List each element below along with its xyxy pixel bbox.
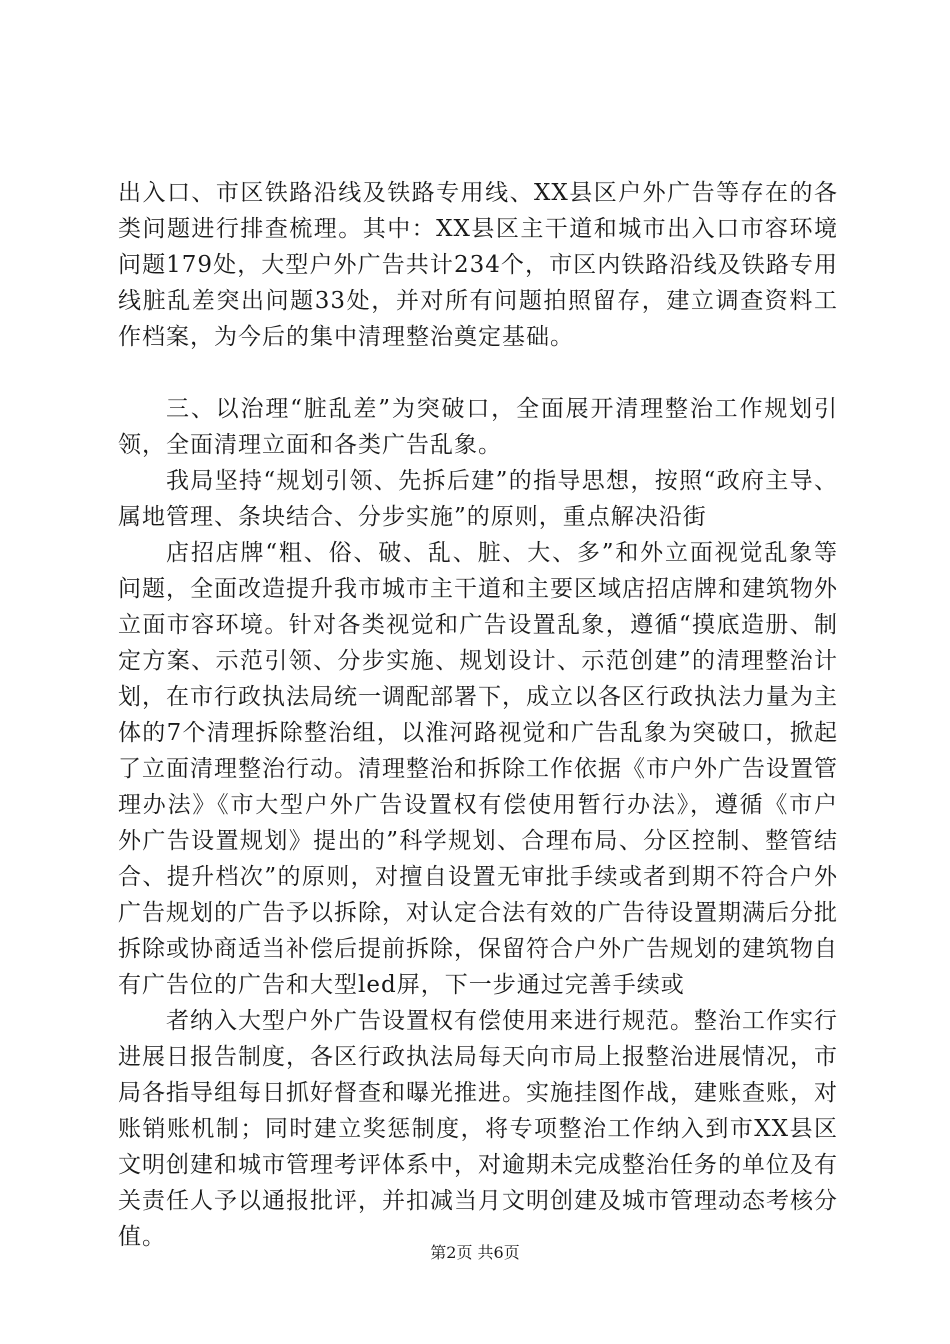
section-heading-three: 三、以治理“脏乱差”为突破口，全面展开清理整治工作规划引领，全面清理立面和各类广告乱象。 xyxy=(118,396,838,458)
document-body xyxy=(118,175,838,1255)
paragraph-storefront-signs: 店招店牌“粗、俗、破、乱、脏、大、多”和外立面视觉乱象等问题，全面改造提升我市城市主干道和主要区域店招店牌和建筑物外立面市容环境。针对各类视觉和广告设置乱象，遵循“摸底造册、制定方案、示范引领、分步实施、规划设计、示范创建”的清理整治计划，在市行政执法局统一调配部署下，成立以各区行政执法力量为主体的7个清理拆除整治组，以淮河路视觉和广告乱象为突破口，掀起了立面清理整治行动。清理整治和拆除工作依据《市户外广告设置管理办法》《市大型户外广告设置权有偿使用暂行办法》，遵循《市户外广告设置规划》提出的”科学规划、合理布局、分区控制、整管结合、提升档次”的原则，对擅自设置无审批手续或者到期不符合户外广告规划的广告予以拆除，对认定合法有效的广告待设置期满后分批拆除或协商适当补偿后提前拆除，保留符合户外广告规划的建筑物自有广告位的广告和大型led屏，下一步通过完善手续或 xyxy=(118,540,838,998)
paragraph-continuation: 出入口、市区铁路沿线及铁路专用线、XX县区户外广告等存在的各类问题进行排查梳理。其中：XX县区主干道和城市出入口市容环境问题179处，大型户外广告共计234个，市区内铁路沿线及铁路专用线脏乱差突出问题33处，并对所有问题拍照留存，建立调查资料工作档案，为今后的集中清理整治奠定基础。 xyxy=(118,180,838,350)
page-number-footer: 第2页 共6页 xyxy=(430,1243,520,1262)
paragraph-regulation: 者纳入大型户外广告设置权有偿使用来进行规范。整治工作实行进展日报告制度，各区行政执法局每天向市局上报整治进展情况，市局各指导组每日抓好督查和曝光推进。实施挂图作战，建账查账，对账销账机制；同时建立奖惩制度，将专项整治工作纳入到市XX县区文明创建和城市管理考评体系中，对逾期未完成整治任务的单位及有关责任人予以通报批评，并扣减当月文明创建及城市管理动态考核分值。 xyxy=(118,1008,838,1250)
paragraph-guiding-principle: 我局坚持“规划引领、先拆后建”的指导思想，按照“政府主导、属地管理、条块结合、分步实施”的原则，重点解决沿街 xyxy=(118,468,838,530)
